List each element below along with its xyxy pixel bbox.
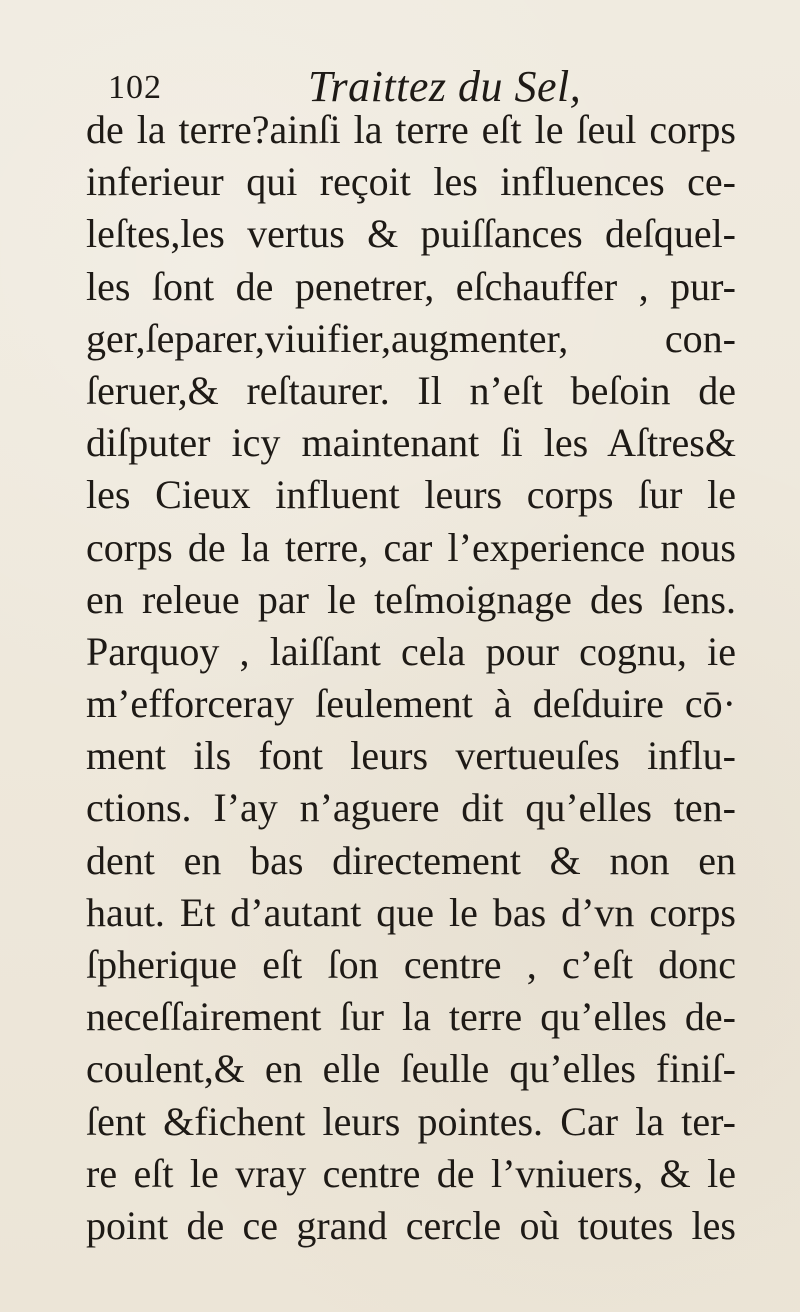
text-line: dent en bas directement & non en: [86, 837, 736, 883]
text-line: m’efforceray ſeulement à deſduire cō·: [86, 681, 736, 727]
page-number: 102: [108, 69, 162, 106]
text-line: point de ce grand cercle où toutes les: [86, 1202, 736, 1248]
text-line: leſtes,les vertus & puiſſances deſquel-: [86, 211, 736, 257]
text-line: neceſſairement ſur la terre qu’elles de-: [86, 994, 736, 1040]
text-line: re eſt le vray centre de l’vniuers, & le: [86, 1150, 736, 1196]
text-line: les Cieux influent leurs corps ſur le: [86, 472, 736, 518]
text-line: diſputer icy maintenant ſi les Aſtres&: [86, 420, 736, 466]
text-line: corps de la terre, car l’experience nous: [86, 524, 736, 570]
text-line: en releue par le teſmoignage des ſens.: [86, 576, 736, 622]
running-title: Traittez du Sel,: [308, 62, 582, 111]
text-line: de la terre?ainſi la terre eſt le ſeul corps: [86, 107, 736, 152]
text-line: ctions. I’ay n’aguere dit qu’elles ten-: [86, 785, 736, 831]
body-text: [86, 104, 736, 1252]
text-line: inferieur qui reçoit les influences ce-: [86, 159, 736, 205]
text-line: ſpherique eſt ſon centre , c’eſt donc: [86, 942, 736, 987]
text-line: haut. Et d’autant que le bas d’vn corps: [86, 889, 736, 935]
text-line: Parquoy , laiſſant cela pour cognu, ie: [86, 628, 736, 674]
text-line: ſent &fichent leurs pointes. Car la ter-: [86, 1098, 736, 1144]
text-line: les ſont de penetrer, eſchauffer , pur-: [86, 263, 736, 309]
text-line: coulent,& en elle ſeulle qu’elles finiſ-: [86, 1046, 736, 1092]
text-line: ſeruer,& reſtaurer. Il n’eſt beſoin de: [86, 367, 736, 413]
text-line: ment ils font leurs vertueuſes influ-: [86, 733, 736, 779]
text-line: ger,ſeparer,viuifier,augmenter, con-: [86, 315, 736, 361]
